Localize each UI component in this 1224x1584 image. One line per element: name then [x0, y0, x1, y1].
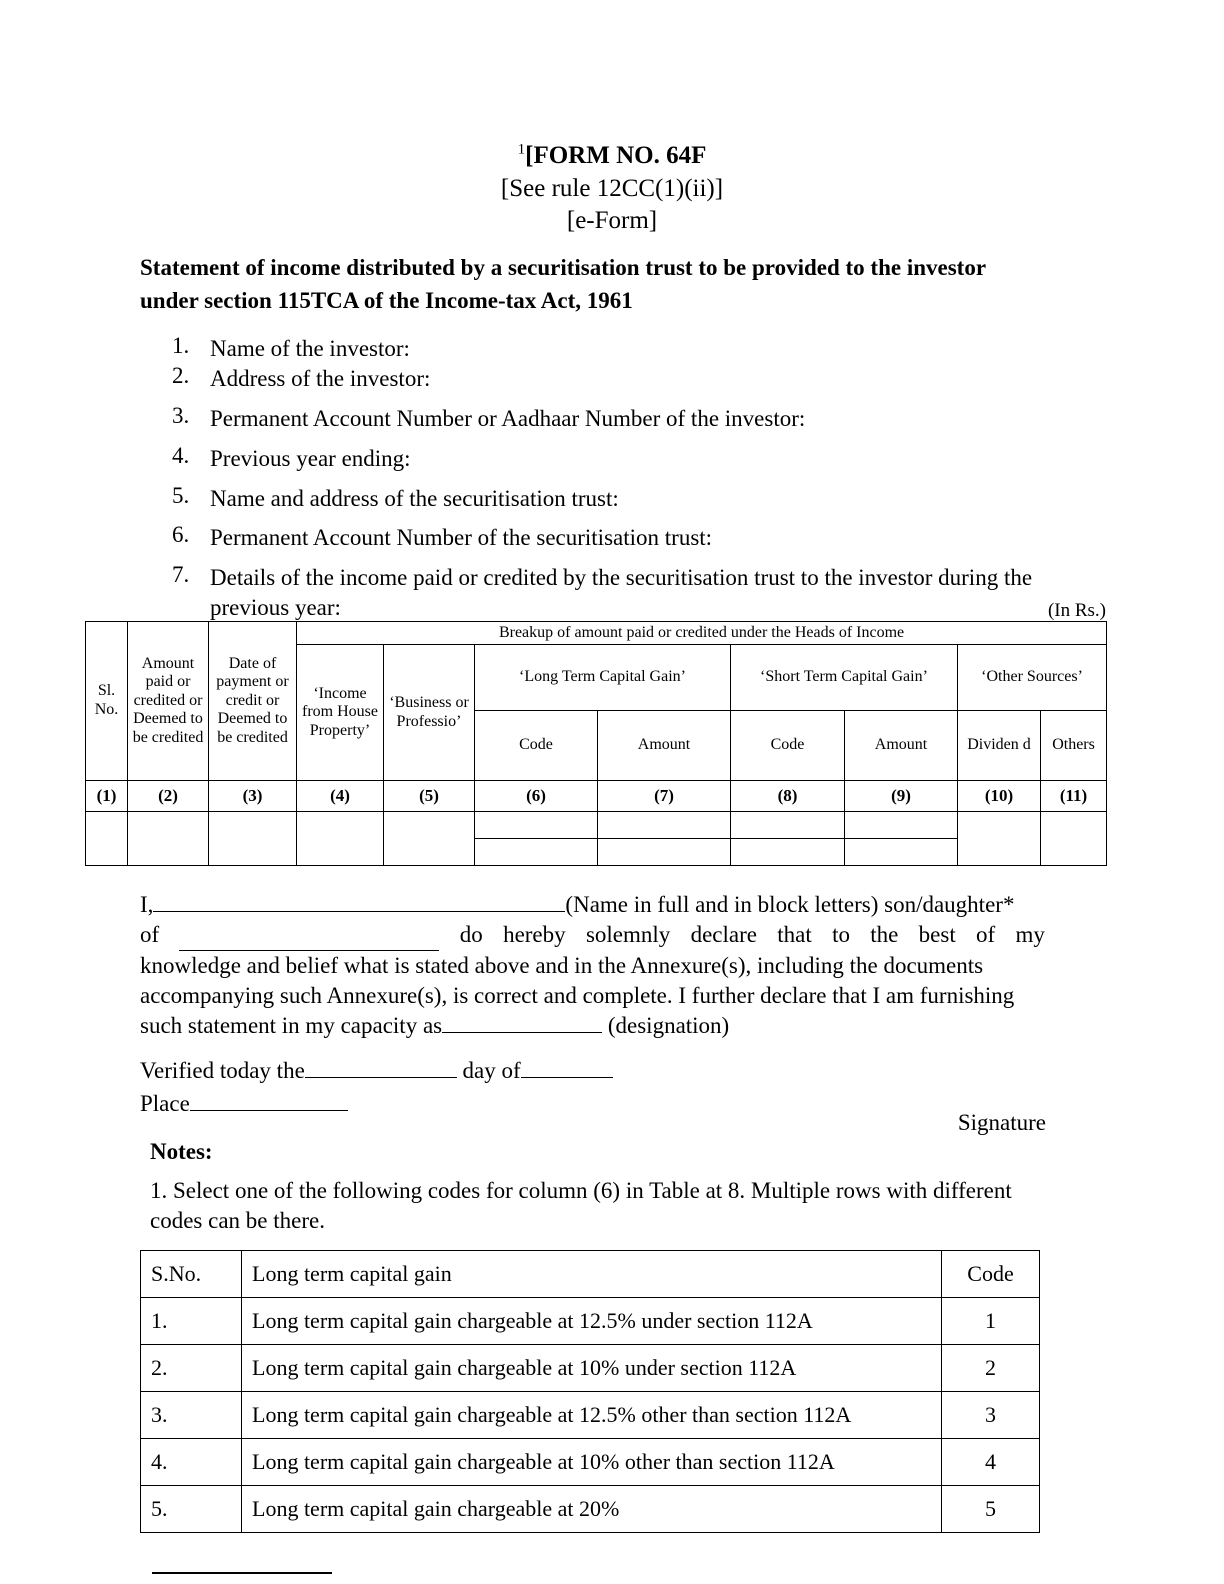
codes-row-code: 1	[942, 1298, 1040, 1345]
codes-header-sno: S.No.	[141, 1251, 242, 1298]
list-item	[172, 484, 1052, 514]
declaration-i-label: I,	[140, 892, 154, 917]
declaration-word: do	[459, 922, 483, 948]
list-item-number: 6.	[172, 522, 190, 548]
codes-row-sno: 4.	[141, 1439, 242, 1486]
column-number-5: (5)	[384, 781, 475, 812]
table-row	[141, 1439, 1040, 1486]
footnote-marker: 1	[517, 141, 526, 158]
rule-reference: [See rule 12CC(1)(ii)]	[500, 174, 724, 202]
table-row	[141, 1392, 1040, 1439]
header-other-sources: ‘Other Sources’	[958, 645, 1107, 711]
declaration-word: of	[976, 922, 996, 948]
column-number-7: (7)	[598, 781, 731, 812]
note-item-1	[150, 1176, 1045, 1237]
notes-heading: Notes:	[150, 1139, 213, 1164]
list-item-number: 7.	[172, 562, 190, 588]
day-of-label: day of	[462, 1058, 521, 1083]
codes-row-sno: 5.	[141, 1486, 242, 1533]
table-column-number-row	[86, 781, 1107, 812]
entry-cell-business[interactable]	[384, 812, 475, 866]
entry-cell-house-property[interactable]	[297, 812, 384, 866]
codes-row-desc: Long term capital gain chargeable at 12.5% other than section 112A	[242, 1392, 942, 1439]
column-number-4: (4)	[297, 781, 384, 812]
list-item-label: Address of the investor:	[210, 365, 431, 391]
declaration-capacity-prefix: such statement in my capacity as	[140, 1013, 443, 1039]
day-blank-field[interactable]	[305, 1077, 457, 1078]
verified-line	[140, 1055, 1045, 1088]
entry-cell-amount[interactable]	[128, 812, 209, 866]
list-item	[172, 334, 1052, 364]
list-item	[172, 563, 1052, 623]
table-header-row-breakup	[86, 622, 1107, 645]
declaration-word: best	[918, 922, 956, 948]
list-item	[172, 444, 1052, 474]
list-item-number: 3.	[172, 402, 190, 428]
column-number-1: (1)	[86, 781, 128, 812]
codes-row-sno: 1.	[141, 1298, 242, 1345]
place-label: Place	[140, 1090, 190, 1116]
currency-unit-label: (In Rs.)	[1047, 600, 1106, 621]
column-number-2: (2)	[128, 781, 209, 812]
column-number-6: (6)	[475, 781, 598, 812]
header-business-profession: ‘Business or Professio’	[384, 645, 475, 781]
form-number-text: [FORM NO. 64F	[525, 142, 707, 169]
declaration-line-5	[140, 1011, 1045, 1041]
header-others: Others	[1041, 711, 1107, 781]
entry-cell-others[interactable]	[1041, 812, 1107, 866]
entry-cell-dividend[interactable]	[958, 812, 1041, 866]
codes-row-code: 3	[942, 1392, 1040, 1439]
verification-block	[140, 1055, 1045, 1120]
entry-cell-stcg-amount[interactable]	[845, 812, 958, 839]
entry-cell-stcg-code-2[interactable]	[731, 839, 845, 866]
list-item-label: Previous year ending:	[210, 445, 411, 471]
codes-row-desc: Long term capital gain chargeable at 20%	[242, 1486, 942, 1533]
header-breakup-of-amount: Breakup of amount paid or credited under the Heads of Income	[297, 622, 1107, 645]
place-line	[140, 1088, 1045, 1121]
column-number-9: (9)	[845, 781, 958, 812]
header-amount-paid: Amount paid or credited or Deemed to be credited	[128, 622, 209, 781]
codes-row-code: 4	[942, 1439, 1040, 1486]
list-item-label: Name and address of the securitisation trust:	[210, 485, 619, 511]
list-item-number: 2.	[172, 362, 190, 388]
entry-cell-ltcg-code-2[interactable]	[475, 839, 598, 866]
entry-cell-sl-no[interactable]	[86, 812, 128, 866]
declaration-of-label: of	[140, 922, 160, 948]
note-text: Select one of the following codes for column (6) in Table at 8. Multiple rows with different codes can be there.	[150, 1178, 1012, 1234]
declaration-word: to	[832, 922, 850, 948]
declaration-word: my	[1015, 922, 1045, 948]
header-income-house-property: ‘Income from House Property’	[297, 645, 384, 781]
declaration-paragraph	[140, 890, 1045, 1042]
entry-cell-stcg-code[interactable]	[731, 812, 845, 839]
header-dividend: Dividen d	[958, 711, 1041, 781]
form-number-title	[0, 140, 1224, 173]
form-title-block	[0, 140, 1224, 238]
table-row	[141, 1345, 1040, 1392]
list-item-label: Permanent Account Number of the securitisation trust:	[210, 525, 713, 551]
declaration-word: solemnly	[585, 922, 671, 948]
codes-row-code: 2	[942, 1345, 1040, 1392]
list-item-label: Name of the investor:	[210, 336, 410, 361]
list-item-label: Permanent Account Number or Aadhaar Number of the investor:	[210, 405, 806, 431]
column-number-10: (10)	[958, 781, 1041, 812]
declaration-line-2	[140, 920, 1045, 950]
entry-cell-ltcg-code[interactable]	[475, 812, 598, 839]
declaration-line-1	[140, 890, 1045, 920]
header-long-term-capital-gain: ‘Long Term Capital Gain’	[475, 645, 731, 711]
codes-header-desc: Long term capital gain	[242, 1251, 942, 1298]
column-number-3: (3)	[209, 781, 297, 812]
declaration-line-4: accompanying such Annexure(s), is correct and complete. I further declare that I am furnishing	[140, 983, 1015, 1009]
of-blank-field[interactable]	[179, 920, 439, 950]
codes-row-desc: Long term capital gain chargeable at 12.5% under section 112A	[242, 1298, 942, 1345]
entry-cell-date[interactable]	[209, 812, 297, 866]
name-blank-field[interactable]	[153, 911, 565, 912]
entry-cell-ltcg-amount[interactable]	[598, 812, 731, 839]
declaration-designation-note: (designation)	[607, 1013, 730, 1039]
entry-cell-stcg-amount-2[interactable]	[845, 839, 958, 866]
list-item	[172, 523, 1052, 553]
declaration-name-note: (Name in full and in block letters) son/daughter*	[565, 892, 1015, 917]
column-number-11: (11)	[1041, 781, 1107, 812]
statement-heading: Statement of income distributed by a securitisation trust to be provided to the investor under section 115TCA of the Income-tax Act, 1961	[140, 255, 986, 313]
header-ltcg-code: Code	[475, 711, 598, 781]
list-item	[172, 404, 1052, 434]
footnote-separator	[152, 1572, 332, 1574]
header-short-term-capital-gain: ‘Short Term Capital Gain’	[731, 645, 958, 711]
note-number: 1.	[150, 1178, 168, 1203]
place-blank-field[interactable]	[190, 1110, 348, 1111]
list-item-label: Details of the income paid or credited by the securitisation trust to the investor during the previous year:	[210, 565, 1033, 621]
declaration-word: the	[870, 922, 899, 948]
declaration-word: hereby	[503, 922, 566, 948]
header-sl-no: Sl. No.	[86, 622, 128, 781]
verified-today-label: Verified today the	[140, 1058, 305, 1083]
codes-row-sno: 3.	[141, 1392, 242, 1439]
form-fields-list	[172, 334, 1052, 623]
list-item-number: 4.	[172, 442, 190, 468]
header-stcg-code: Code	[731, 711, 845, 781]
declaration-line-3: knowledge and belief what is stated above and in the Annexure(s), including the documents	[140, 952, 984, 978]
signature-label: Signature	[957, 1110, 1046, 1135]
table-row	[141, 1298, 1040, 1345]
column-number-8: (8)	[731, 781, 845, 812]
list-item	[172, 364, 1052, 394]
codes-row-sno: 2.	[141, 1345, 242, 1392]
designation-blank-field[interactable]	[442, 1032, 602, 1033]
header-stcg-amount: Amount	[845, 711, 958, 781]
list-item-number: 1.	[172, 333, 190, 358]
income-details-table	[85, 621, 1106, 866]
codes-header-code: Code	[942, 1251, 1040, 1298]
codes-row-desc: Long term capital gain chargeable at 10% under section 112A	[242, 1345, 942, 1392]
codes-row-desc: Long term capital gain chargeable at 10% other than section 112A	[242, 1439, 942, 1486]
table-entry-row	[86, 812, 1107, 839]
declaration-word: that	[777, 922, 812, 948]
month-blank-field[interactable]	[521, 1077, 613, 1078]
declaration-word: declare	[690, 922, 757, 948]
codes-row-code: 5	[942, 1486, 1040, 1533]
entry-cell-ltcg-amount-2[interactable]	[598, 839, 731, 866]
list-item-number: 5.	[172, 482, 190, 508]
eform-label: [e-Form]	[566, 207, 658, 234]
table-row	[141, 1486, 1040, 1533]
header-date-payment: Date of payment or credit or Deemed to be credited	[209, 622, 297, 781]
ltcg-codes-table	[140, 1250, 1040, 1533]
codes-header-row	[141, 1251, 1040, 1298]
header-ltcg-amount: Amount	[598, 711, 731, 781]
